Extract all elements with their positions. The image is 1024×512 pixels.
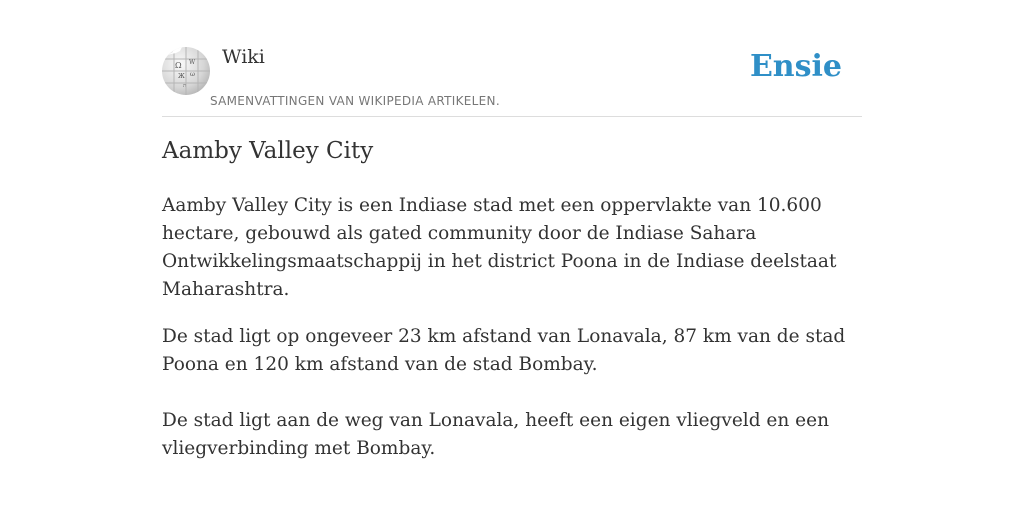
svg-text:ת: ת <box>183 83 187 89</box>
svg-text:Ω: Ω <box>175 61 182 70</box>
article-paragraph: Aamby Valley City is een Indiase stad met een oppervlakte van 10.600 hectare, gebouwd als gated community door de Indiase Sahara Ontwikkelingsmaatschappij in het district Poona in de Indiase deelstaat Maharashtra. <box>162 195 837 300</box>
site-name[interactable]: Wiki <box>222 46 265 68</box>
site-header <box>162 40 862 117</box>
site-tagline: SAMENVATTINGEN VAN WIKIPEDIA ARTIKELEN. <box>210 94 500 108</box>
article-paragraph: De stad ligt op ongeveer 23 km afstand van Lonavala, 87 km van de stad Poona en 120 km afstand van de stad Bombay. <box>162 326 846 375</box>
article-paragraph: De stad ligt aan de weg van Lonavala, heeft een eigen vliegveld en een vliegverbinding met Bombay. <box>162 410 829 459</box>
ensie-logo-link[interactable]: Ensie <box>749 49 842 84</box>
wikipedia-globe-icon[interactable] <box>162 47 210 95</box>
svg-text:Ж: Ж <box>178 73 185 80</box>
svg-text:ω: ω <box>190 71 195 78</box>
article-title: Aamby Valley City <box>162 138 374 164</box>
svg-text:W: W <box>189 59 196 66</box>
